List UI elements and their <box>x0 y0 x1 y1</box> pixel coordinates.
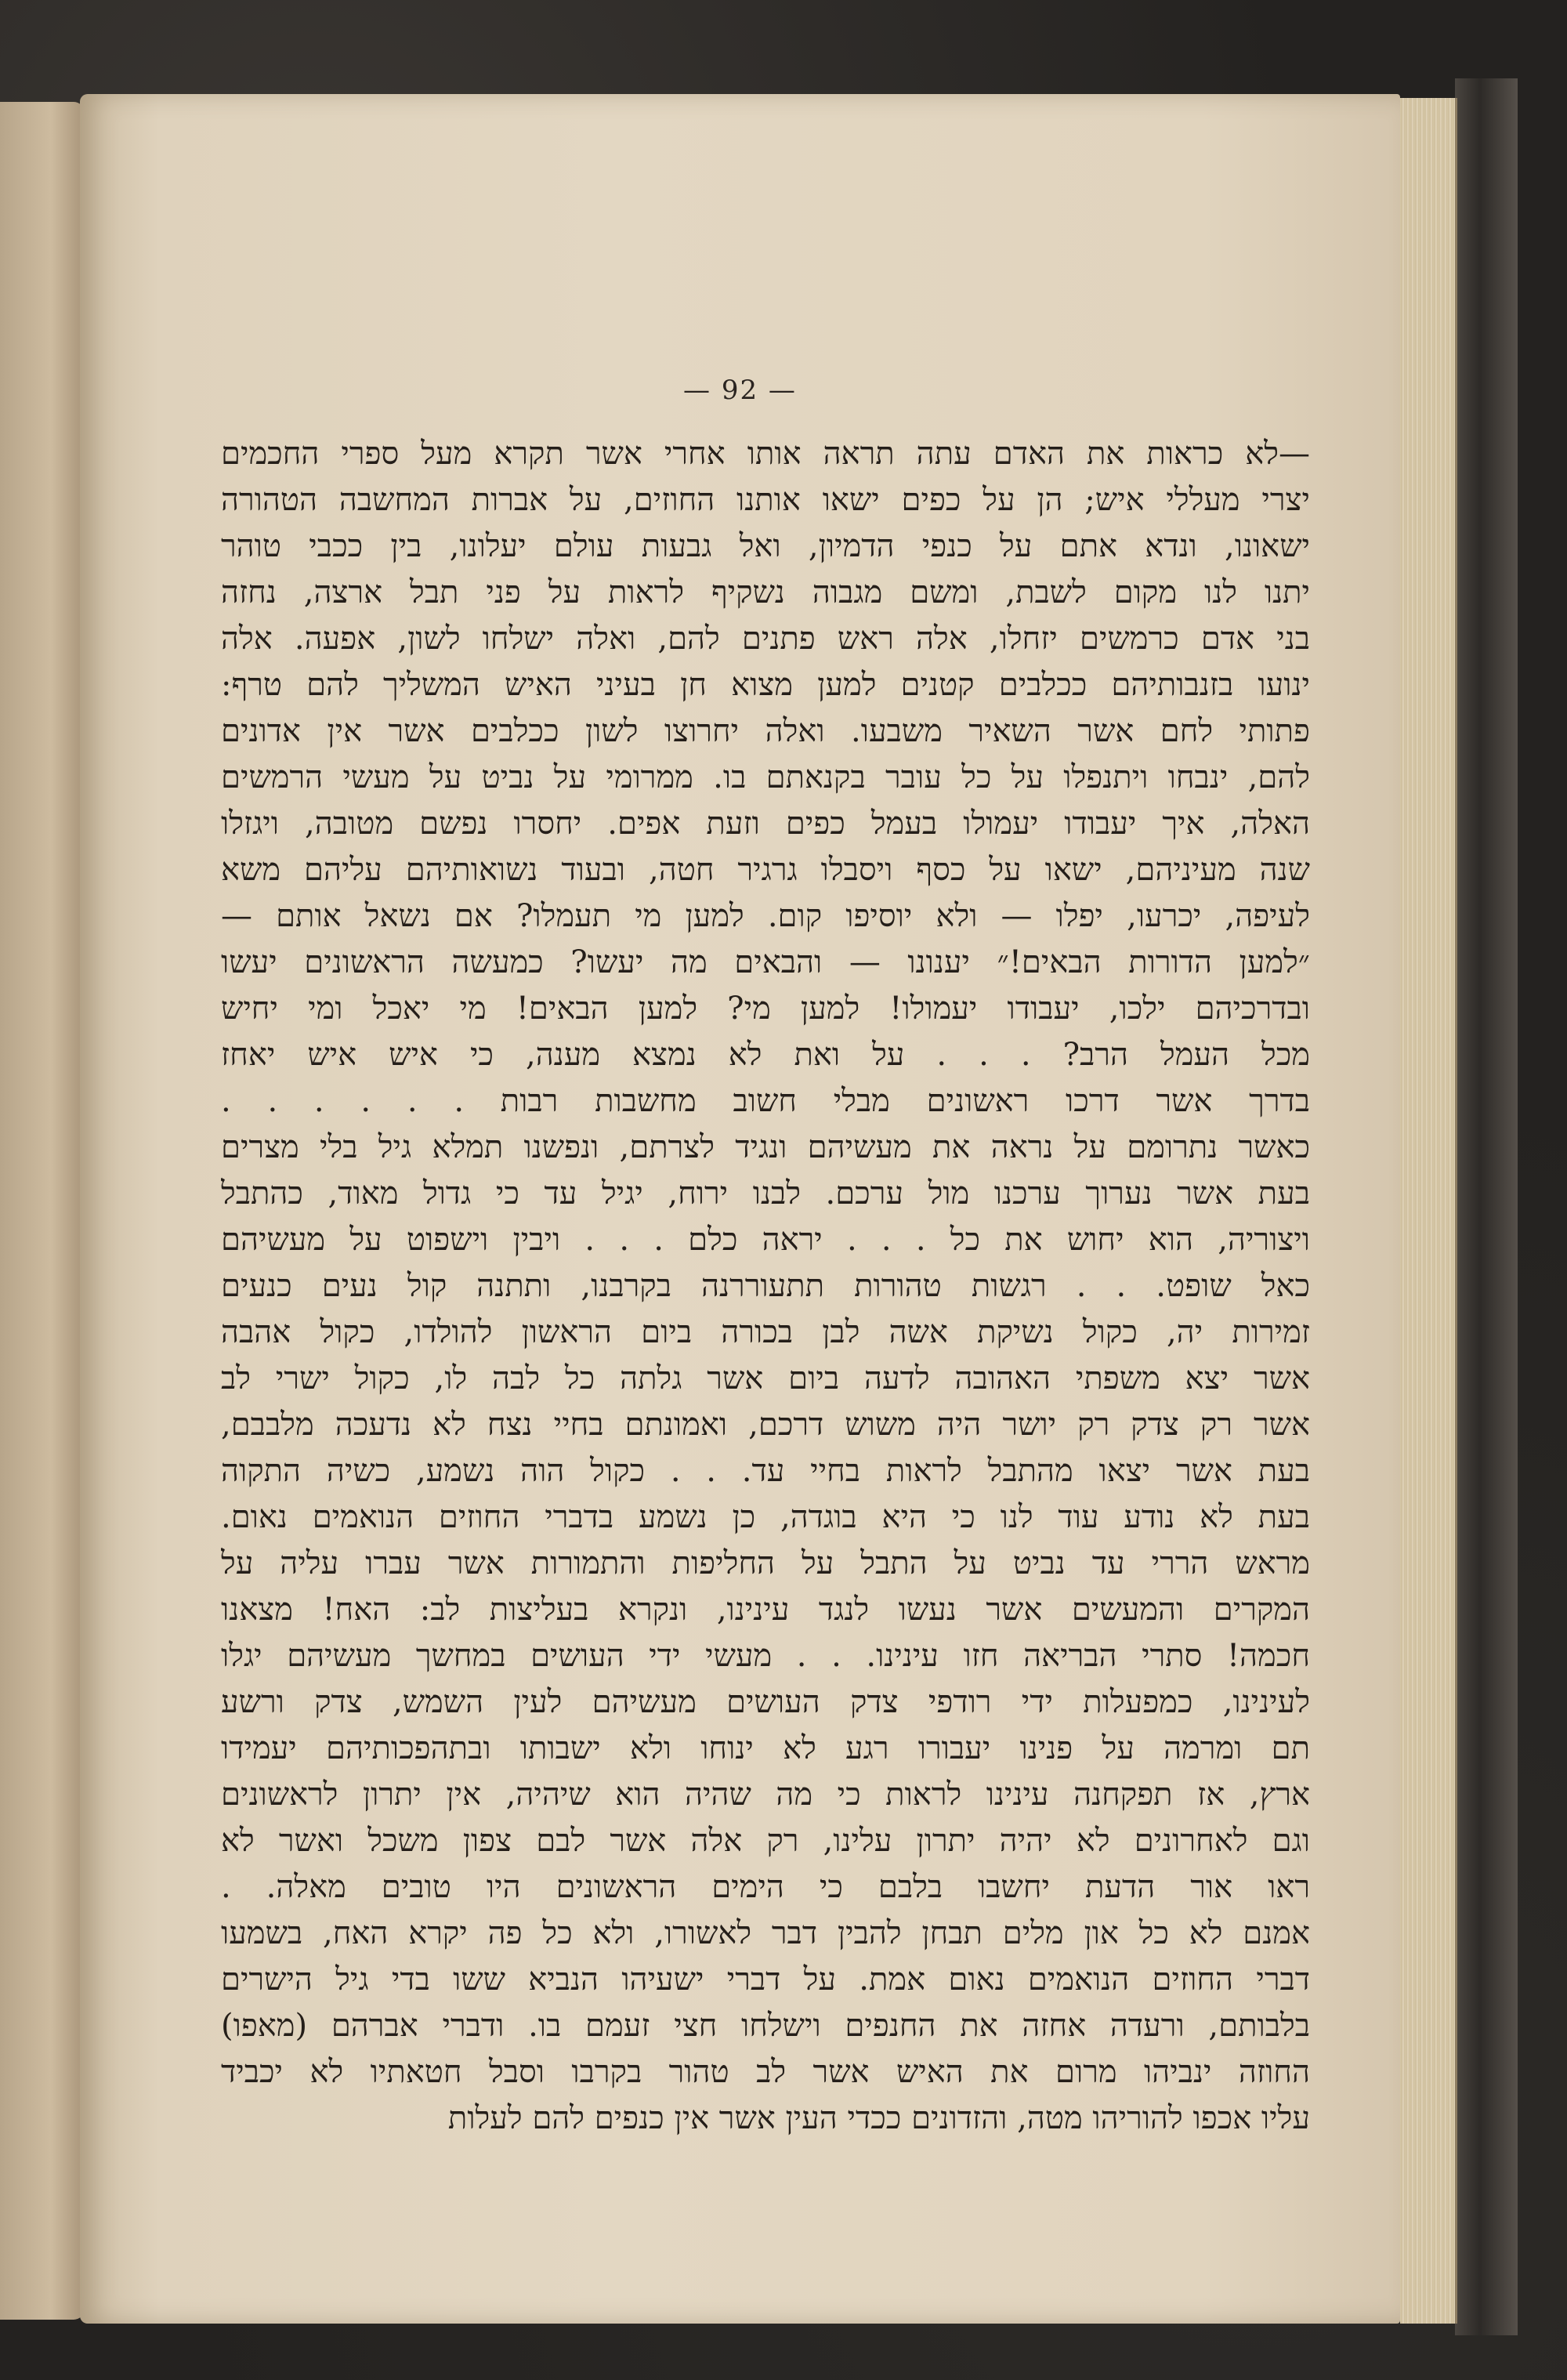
text-line: כאשר נתרומם על נראה את מעשיהם ונגיד לצרתם, ונפשנו תמלא גיל בלי מצרים <box>221 1129 1310 1165</box>
book-cover-edge <box>1455 78 1518 2335</box>
text-line: מראש הררי עד נביט על התבל על החליפות והתמורות אשר עברו עליה על <box>221 1545 1310 1581</box>
text-line: לעיפה, יכרעו, יפלו — ולא יוסיפו קום. למען מי תעמלו? אם נשאל אותם — <box>221 898 1310 934</box>
text-line: דברי החוזים הנואמים נאום אמת. על דברי ישעיהו הנביא ששו בדי גיל הישרים <box>221 1962 1310 1998</box>
text-line: ובדרכיהם ילכו, יעבודו יעמולו! למען מי? למען הבאים! מי יאכל ומי יחיש <box>221 991 1310 1027</box>
text-line: בני אדם כרמשים יזחלו, אלה ראש פתנים להם, ואלה ישלחו לשון, אפעה. אלה <box>221 621 1310 657</box>
text-line: להם, ינבחו ויתנפלו על כל עובר בקנאתם בו. ממרומי על נביט על מעשי הרמשים <box>221 759 1310 795</box>
text-line: לעינינו, כמפעלות ידי רודפי צדק העושים מעשיהם לעין השמש, צדק ורשע <box>221 1684 1310 1720</box>
text-line: בעת לא נודע עוד לנו כי היא בוגדה, כן נשמע בדברי החוזים הנואמים נאום. <box>221 1499 1310 1535</box>
text-line: חכמה! סתרי הבריאה חזו עינינו. . . מעשי ידי העושים במחשך מעשיהם יגלו <box>221 1638 1310 1674</box>
text-line: —לא כראות את האדם עתה תראה אותו אחרי אשר תקרא מעל ספרי החכמים <box>221 436 1310 472</box>
text-line: תם ומרמה על פנינו יעבורו רגע לא ינוחו ולא ישבותו ובתהפכותיהם יעמידו <box>221 1730 1310 1766</box>
body-text <box>221 431 1310 2142</box>
text-line: בדרך אשר דרכו ראשונים מבלי חשוב מחשבות רבות . . . . . . <box>221 1083 1310 1119</box>
text-line: מכל העמל הרב? . . . על ואת לא נמצא מענה, כי איש איש יאחז <box>221 1037 1310 1073</box>
text-line: בעת אשר נערוך ערכנו מול ערכם. לבנו ירוח, יגיל עד כי גדול מאוד, כהתבל <box>221 1176 1310 1212</box>
text-line: שנה מעיניהם, ישאו על כסף ויסבלו גרגיר חטה, ובעוד נשואותיהם עליהם משא <box>221 852 1310 888</box>
text-line: יתנו לנו מקום לשבת, ומשם מגבוה נשקיף לראות על פני תבל ארצה, נחזה <box>221 574 1310 610</box>
left-page-edge <box>0 102 85 2320</box>
page-number: — 92 — <box>683 375 797 406</box>
text-line: אמנם לא כל און מלים תבחן להבין דבר לאשורו, ולא כל פה יקרא האח, בשמעו <box>221 1915 1310 1951</box>
text-line: יצרי מעללי איש; הן על כפים ישאו אותנו החוזים, על אברות המחשבה הטהורה <box>221 482 1310 518</box>
text-line: המקרים והמעשים אשר נעשו לנגד עינינו, ונקרא בעליצות לב: האח! מצאנו <box>221 1592 1310 1628</box>
text-line: פתותי לחם אשר השאיר משבעו. ואלה יחרוצו לשון ככלבים אשר אין אדונים <box>221 713 1310 749</box>
page-stack-edge <box>1400 98 1457 2324</box>
text-line: ארץ, אז תפקחנה עינינו לראות כי מה שהיה הוא שיהיה, אין יתרון לראשונים <box>221 1777 1310 1813</box>
text-line: החוזה ינביהו מרום את האיש אשר לב טהור בקרבו וסבל חטאתיו לא יכביד <box>221 2054 1310 2090</box>
text-line: ״למען הדורות הבאים!״ יענונו — והבאים מה יעשו? כמעשה הראשונים יעשו <box>221 944 1310 980</box>
book-page <box>80 94 1400 2324</box>
text-line: כאל שופט. . . רגשות טהורות תתעוררנה בקרבנו, ותתנה קול נעים כנעים <box>221 1268 1310 1304</box>
text-line: אשר רק צדק רק יושר היה משוש דרכם, ואמונתם בחיי נצח לא נדעכה מלבבם, <box>221 1407 1310 1443</box>
text-line: ינועו בזנבותיהם ככלבים קטנים למען מצוא חן בעיני האיש המשליך להם טרף: <box>221 667 1310 703</box>
text-line: וגם לאחרונים לא יהיה יתרון עלינו, רק אלה אשר לבם צפון משכל ואשר לא <box>221 1823 1310 1859</box>
text-line: זמירות יה, כקול נשיקת אשה לבן בכורה ביום הראשון להולדו, כקול אהבה <box>221 1314 1310 1350</box>
text-line: עליו אכפו להוריהו מטה, והזדונים ככדי העין אשר אין כנפים להם לעלות <box>447 2100 1310 2136</box>
text-line: ישאונו, ונדא אתם על כנפי הדמיון, ואל גבעות עולם יעלונו, בין ככבי טוהר <box>221 528 1310 564</box>
text-line: בלבותם, ורעדה אחזה את החנפים וישלחו חצי זעמם בו. ודברי אברהם (מאפו) <box>221 2008 1310 2044</box>
text-line: האלה, איך יעבודו יעמולו בעמל כפים וזעת אפים. יחסרו נפשם מטובה, ויגזלו <box>221 806 1310 842</box>
text-line: ויצוריה, הוא יחוש את כל . . . יראה כלם . . . ויבין וישפוט על מעשיהם <box>221 1222 1310 1258</box>
text-line: אשר יצא משפתי האהובה לדעה ביום אשר גלתה כל לבה לו, כקול ישרי לב <box>221 1360 1310 1396</box>
text-line: בעת אשר יצאו מהתבל לראות בחיי עד. . . כקול הוה נשמע, כשיה התקוה <box>221 1453 1310 1489</box>
text-line: ראו אור הדעת יחשבו בלבם כי הימים הראשונים היו טובים מאלה. . <box>221 1869 1310 1905</box>
